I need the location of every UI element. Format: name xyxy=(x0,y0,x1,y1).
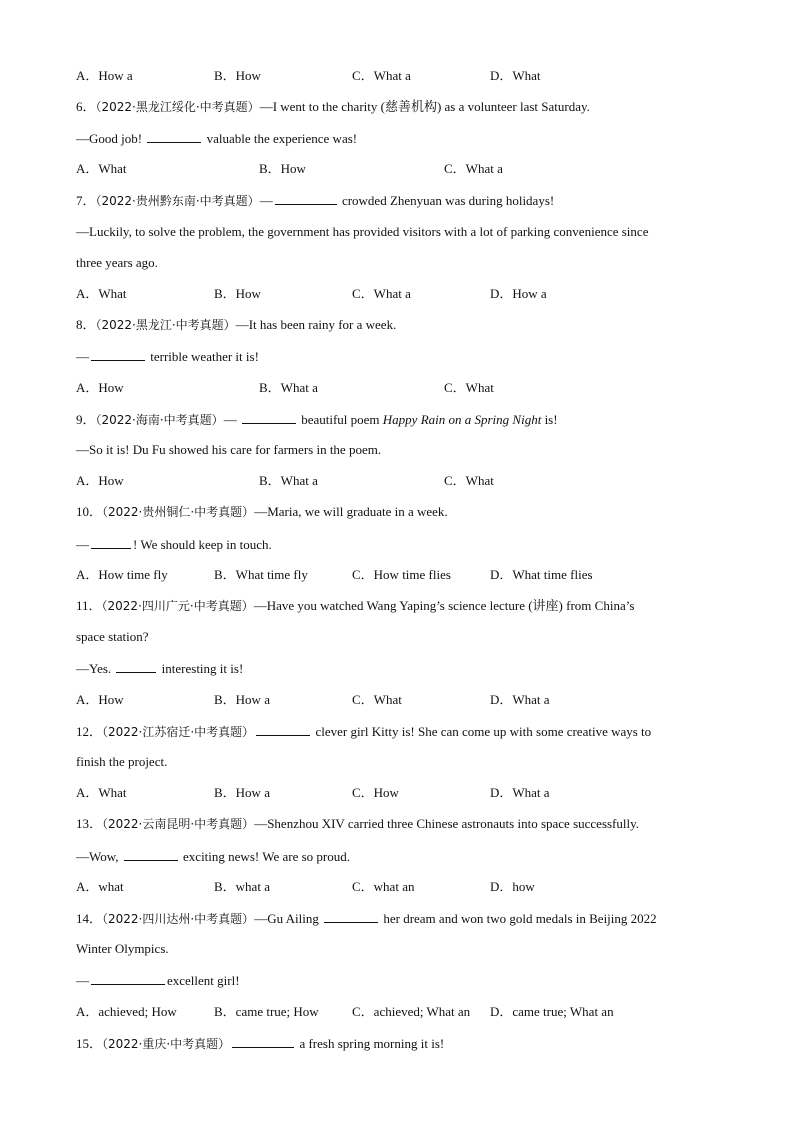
q6-answer-blank[interactable] xyxy=(147,130,201,143)
q10-source: （2022·贵州铜仁·中考真题） xyxy=(102,505,255,519)
q9-source: （2022·海南·中考真题） xyxy=(95,413,224,427)
q7-answer-blank[interactable] xyxy=(275,192,337,205)
q8-answer-blank[interactable] xyxy=(91,348,145,361)
q7-option-a[interactable]: A．What xyxy=(76,286,127,301)
q6-line2-pre: —Good job! xyxy=(76,131,146,146)
q9-option-c[interactable]: C．What xyxy=(444,473,494,488)
q13-line2-post: exciting news! We are so proud. xyxy=(179,849,350,864)
q7-source: （2022·贵州黔东南·中考真题） xyxy=(95,194,260,208)
q13-option-d[interactable]: D．how xyxy=(490,879,535,894)
q14-answer-blank-2[interactable] xyxy=(91,972,165,985)
q13-option-c[interactable]: C．what an xyxy=(352,879,415,894)
q11-answer-blank[interactable] xyxy=(116,660,156,673)
q14-option-a[interactable]: A．achieved; How xyxy=(76,1004,177,1019)
q11-source: （2022·四川广元·中考真题） xyxy=(101,599,254,613)
q13-answer-blank[interactable] xyxy=(124,848,178,861)
q13-option-b[interactable]: B．what a xyxy=(214,879,270,894)
q14-stem xyxy=(76,910,734,927)
q6-option-a[interactable]: A．What xyxy=(76,161,127,176)
q7-stem xyxy=(76,192,734,209)
q12-text-post: clever girl Kitty is! She can come up with some creative ways to xyxy=(312,724,652,739)
q13-option-a[interactable]: A．what xyxy=(76,879,124,894)
q8-stem xyxy=(76,317,734,333)
q15-answer-blank[interactable] xyxy=(232,1035,294,1048)
q8-text: —It has been rainy for a week. xyxy=(235,317,397,332)
q12-number: 12． xyxy=(76,724,103,739)
q10-line2-pre: — xyxy=(76,537,89,552)
q8-option-a[interactable]: A．How xyxy=(76,380,124,395)
q6-text: —I went to the charity (慈善机构) as a volunteer last Saturday. xyxy=(259,99,590,114)
q5-option-b[interactable]: B．How xyxy=(214,68,261,83)
q11-stem xyxy=(76,598,734,614)
q9-option-a[interactable]: A．How xyxy=(76,473,124,488)
q7-option-b[interactable]: B．How xyxy=(214,286,261,301)
q9-option-b[interactable]: B．What a xyxy=(259,473,318,488)
q7-option-d[interactable]: D．How a xyxy=(490,286,547,301)
q11-text: —Have you watched Wang Yaping’s science lecture (讲座) from China’s xyxy=(253,598,635,613)
q14-source: （2022·四川达州·中考真题） xyxy=(102,912,255,926)
q10-stem xyxy=(76,504,734,520)
q11-line3-pre: —Yes. xyxy=(76,661,115,676)
q14-number: 14． xyxy=(76,911,103,926)
q13-number: 13． xyxy=(76,816,103,831)
q7-text-post: crowded Zhenyuan was during holidays! xyxy=(338,193,555,208)
q7-line2: —Luckily, to solve the problem, the government has provided visitors with a lot of parking convenience since xyxy=(76,224,649,239)
q13-text: —Shenzhou XIV carried three Chinese astronauts into space successfully. xyxy=(254,816,640,831)
q7-text-pre: — xyxy=(259,193,273,208)
q6-option-c[interactable]: C．What a xyxy=(444,161,503,176)
q8-line2-pre: — xyxy=(76,349,89,364)
q12-stem xyxy=(76,723,734,740)
q11-option-a[interactable]: A．How xyxy=(76,692,124,707)
q8-option-c[interactable]: C．What xyxy=(444,380,494,395)
q14-line3 xyxy=(76,972,734,989)
q7-option-c[interactable]: C．What a xyxy=(352,286,411,301)
q11-line3-post: interesting it is! xyxy=(158,661,244,676)
q14-text-post: her dream and won two gold medals in Beijing 2022 xyxy=(380,911,657,926)
q12-line2: finish the project. xyxy=(76,754,168,769)
q7-line3: three years ago. xyxy=(76,255,158,270)
q14-option-c[interactable]: C．achieved; What an xyxy=(352,1004,471,1019)
q8-number: 8． xyxy=(76,317,96,332)
q9-text-mid: beautiful poem xyxy=(297,412,383,427)
q14-line2: Winter Olympics. xyxy=(76,941,169,956)
q10-answer-blank[interactable] xyxy=(91,536,131,549)
q14-line3-post: excellent girl! xyxy=(167,973,240,988)
q6-line2 xyxy=(76,130,734,147)
q10-option-d[interactable]: D．What time flies xyxy=(490,567,593,582)
q5-option-c[interactable]: C．What a xyxy=(352,68,411,83)
q6-stem xyxy=(76,99,734,115)
q12-option-b[interactable]: B．How a xyxy=(214,785,270,800)
q10-line2 xyxy=(76,536,734,553)
q9-stem xyxy=(76,411,734,428)
q9-text-post: is! xyxy=(541,412,558,427)
q15-source: （2022·重庆·中考真题） xyxy=(102,1037,231,1051)
q13-line2-pre: —Wow, xyxy=(76,849,122,864)
q10-option-a[interactable]: A．How time fly xyxy=(76,567,168,582)
q10-option-b[interactable]: B．What time fly xyxy=(214,567,308,582)
q14-option-b[interactable]: B．came true; How xyxy=(214,1004,319,1019)
q15-number: 15． xyxy=(76,1036,103,1051)
q6-source: （2022·黑龙江绥化·中考真题） xyxy=(95,100,260,114)
q9-line2: —So it is! Du Fu showed his care for farmers in the poem. xyxy=(76,442,382,457)
q10-number: 10． xyxy=(76,504,103,519)
q10-line2-post: ! We should keep in touch. xyxy=(133,537,272,552)
q8-option-b[interactable]: B．What a xyxy=(259,380,318,395)
q11-option-b[interactable]: B．How a xyxy=(214,692,270,707)
q13-line2 xyxy=(76,848,734,865)
q12-option-a[interactable]: A．What xyxy=(76,785,127,800)
q11-option-c[interactable]: C．What xyxy=(352,692,402,707)
q9-poem-title: Happy Rain on a Spring Night xyxy=(382,412,542,427)
q14-option-d[interactable]: D．came true; What an xyxy=(490,1004,614,1019)
q9-number: 9． xyxy=(76,412,96,427)
q8-line2-post: terrible weather it is! xyxy=(147,349,259,364)
q11-number: 11． xyxy=(76,598,102,613)
q5-option-a[interactable]: A．How a xyxy=(76,68,133,83)
q15-text-post: a fresh spring morning it is! xyxy=(296,1036,445,1051)
q10-option-c[interactable]: C．How time flies xyxy=(352,567,451,582)
q6-option-b[interactable]: B．How xyxy=(259,161,306,176)
q6-number: 6． xyxy=(76,99,96,114)
q12-answer-blank[interactable] xyxy=(256,723,310,736)
q12-source: （2022·江苏宿迁·中考真题） xyxy=(102,725,255,739)
q6-line2-post: valuable the experience was! xyxy=(203,131,358,146)
q15-stem xyxy=(76,1035,734,1052)
q5-option-d[interactable]: D．What xyxy=(490,68,541,83)
q14-text-pre: —Gu Ailing xyxy=(254,911,323,926)
q11-option-d[interactable]: D．What a xyxy=(490,692,550,707)
q7-number: 7． xyxy=(76,193,96,208)
q14-line3-pre: — xyxy=(76,973,89,988)
q10-text: —Maria, we will graduate in a week. xyxy=(254,504,448,519)
q9-answer-blank[interactable] xyxy=(242,411,296,424)
q8-line2 xyxy=(76,348,734,365)
q12-option-c[interactable]: C．How xyxy=(352,785,399,800)
q12-option-d[interactable]: D．What a xyxy=(490,785,550,800)
q13-stem xyxy=(76,816,734,832)
q11-line3 xyxy=(76,660,734,677)
q13-source: （2022·云南昆明·中考真题） xyxy=(102,817,255,831)
q8-source: （2022·黑龙江·中考真题） xyxy=(95,318,236,332)
q14-answer-blank-1[interactable] xyxy=(324,910,378,923)
q9-text-pre: — xyxy=(223,412,240,427)
q11-line2: space station? xyxy=(76,629,149,644)
